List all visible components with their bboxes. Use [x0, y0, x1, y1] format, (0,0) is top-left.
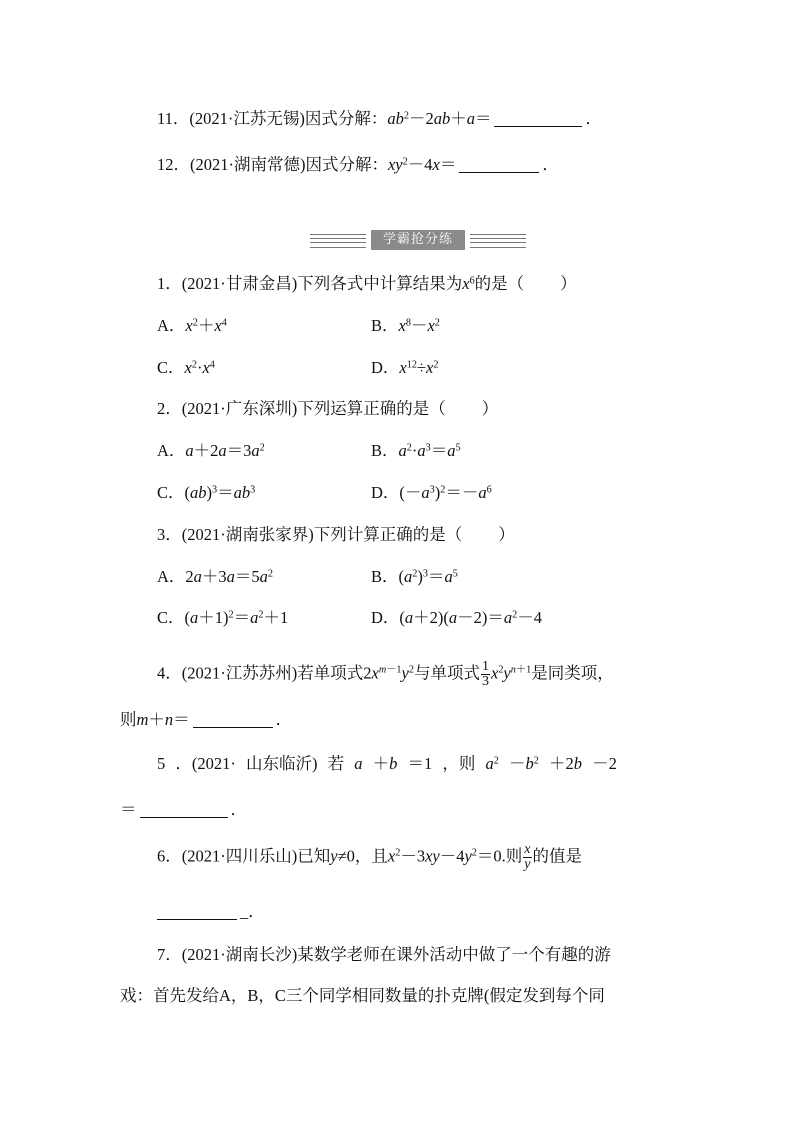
option-a[interactable]: A．$x^2+x^4$: [157, 316, 227, 335]
problem-7: [157, 943, 611, 967]
option-b[interactable]: B．$x^8-x^2$: [371, 316, 440, 335]
problem-5-line-2: ＝ ．: [120, 800, 247, 819]
option-d[interactable]: D．$(a+2)(a-2)=a^2-4$: [371, 608, 543, 627]
section-banner: [310, 230, 526, 250]
option-d[interactable]: D．$(-a^3)^2=-a^6$: [371, 483, 492, 502]
option-a[interactable]: A．$a+2a=3a^2$: [157, 441, 265, 460]
problem-6-line-2: _．: [157, 900, 265, 924]
problem-number: 5: [157, 754, 166, 773]
problem-source: (2021·湖南长沙)某数学老师在课外活动中做了一个有趣的游: [181, 945, 611, 964]
problem-2: 2．(2021·广东深圳)下列运算正确的是（ ）: [157, 399, 499, 418]
problem-4-line-2: 则m＋n＝ ．: [120, 710, 293, 729]
answer-blank[interactable]: [193, 711, 273, 728]
option-b[interactable]: B．$a^2\cdot a^3=a^5$: [371, 441, 461, 460]
problem-number: 2．: [157, 399, 182, 418]
banner-rule-left: [310, 234, 366, 248]
problem-number: 4．: [157, 663, 182, 683]
option-a[interactable]: A．$2a+3a=5a^2$: [157, 567, 274, 586]
option-b[interactable]: B．$(a^2)^3=a^5$: [371, 567, 458, 586]
option-c[interactable]: C．$(ab)^3=ab^3$: [157, 483, 256, 502]
question-12: 12．(2021·湖南常德)因式分解：$xy^2-4x=$ ．: [157, 155, 559, 174]
fraction-one-third: $\frac{1}{3}$: [481, 659, 489, 689]
problem-number: 1．: [157, 274, 182, 293]
answer-blank[interactable]: [494, 110, 582, 127]
question-number: 11．: [157, 109, 190, 128]
option-c[interactable]: C．$x^2\cdot x^4$: [157, 358, 215, 377]
answer-blank[interactable]: [459, 156, 539, 173]
option-c[interactable]: C．$(a+1)^2=a^2+1$: [157, 608, 289, 627]
problem-source: (2021·四川乐山)已知: [181, 846, 331, 866]
section-title: 学霸抢分练: [371, 230, 465, 250]
problem-source: (2021·广东深圳)下列运算正确的是（: [181, 399, 446, 418]
problem-6: 6．(2021·四川乐山)已知y≠0，且$x^2-3xy-4y^2=0$.则 $\frac{x}{y}$ 的值是: [157, 842, 582, 872]
fraction-x-over-y: $\frac{x}{y}$: [524, 842, 531, 872]
answer-blank[interactable]: [157, 903, 237, 920]
problem-5: 5 ．(2021· 山东临沂) 若 a ＋b ＝1 ，则 $a^2 -b^2 +2b -2$: [157, 754, 617, 773]
option-d[interactable]: D．$x^{12}\div x^2$: [371, 358, 439, 377]
question-11: 11．(2021·江苏无锡)因式分解：$ab^2-2ab+a=$ ．: [157, 109, 602, 128]
question-source: (2021·江苏无锡)因式分解：: [189, 109, 388, 128]
question-number: 12．: [157, 155, 190, 174]
problem-3: 3．(2021·湖南张家界)下列计算正确的是（ ）: [157, 525, 515, 544]
problem-source: (2021·江苏苏州)若单项式: [181, 663, 364, 683]
answer-blank[interactable]: [140, 801, 228, 818]
problem-number: 7．: [157, 945, 182, 964]
question-source: (2021·湖南常德)因式分解：: [190, 155, 388, 174]
problem-4: 4．(2021·江苏苏州)若单项式$2x^{m-1}y^2$与单项式 $\frac{1}{3}$ $x^2y^{n+1}$是同类项，: [157, 659, 614, 689]
problem-source: (2021·甘肃金昌)下列各式中计算结果为: [181, 274, 463, 293]
problem-7-line-2: 戏：首先发给A，B，C三个同学相同数量的扑克牌(假定发到每个同: [120, 986, 605, 1005]
problem-number: 6．: [157, 846, 182, 866]
problem-1: 1．(2021·甘肃金昌)下列各式中计算结果为$x^6$的是（ ）: [157, 274, 577, 293]
problem-source: (2021·湖南张家界)下列计算正确的是（: [181, 525, 463, 544]
problem-number: 3．: [157, 525, 182, 544]
banner-rule-right: [470, 234, 526, 248]
problem-source: ．(2021· 山东临沂) 若: [175, 754, 345, 773]
